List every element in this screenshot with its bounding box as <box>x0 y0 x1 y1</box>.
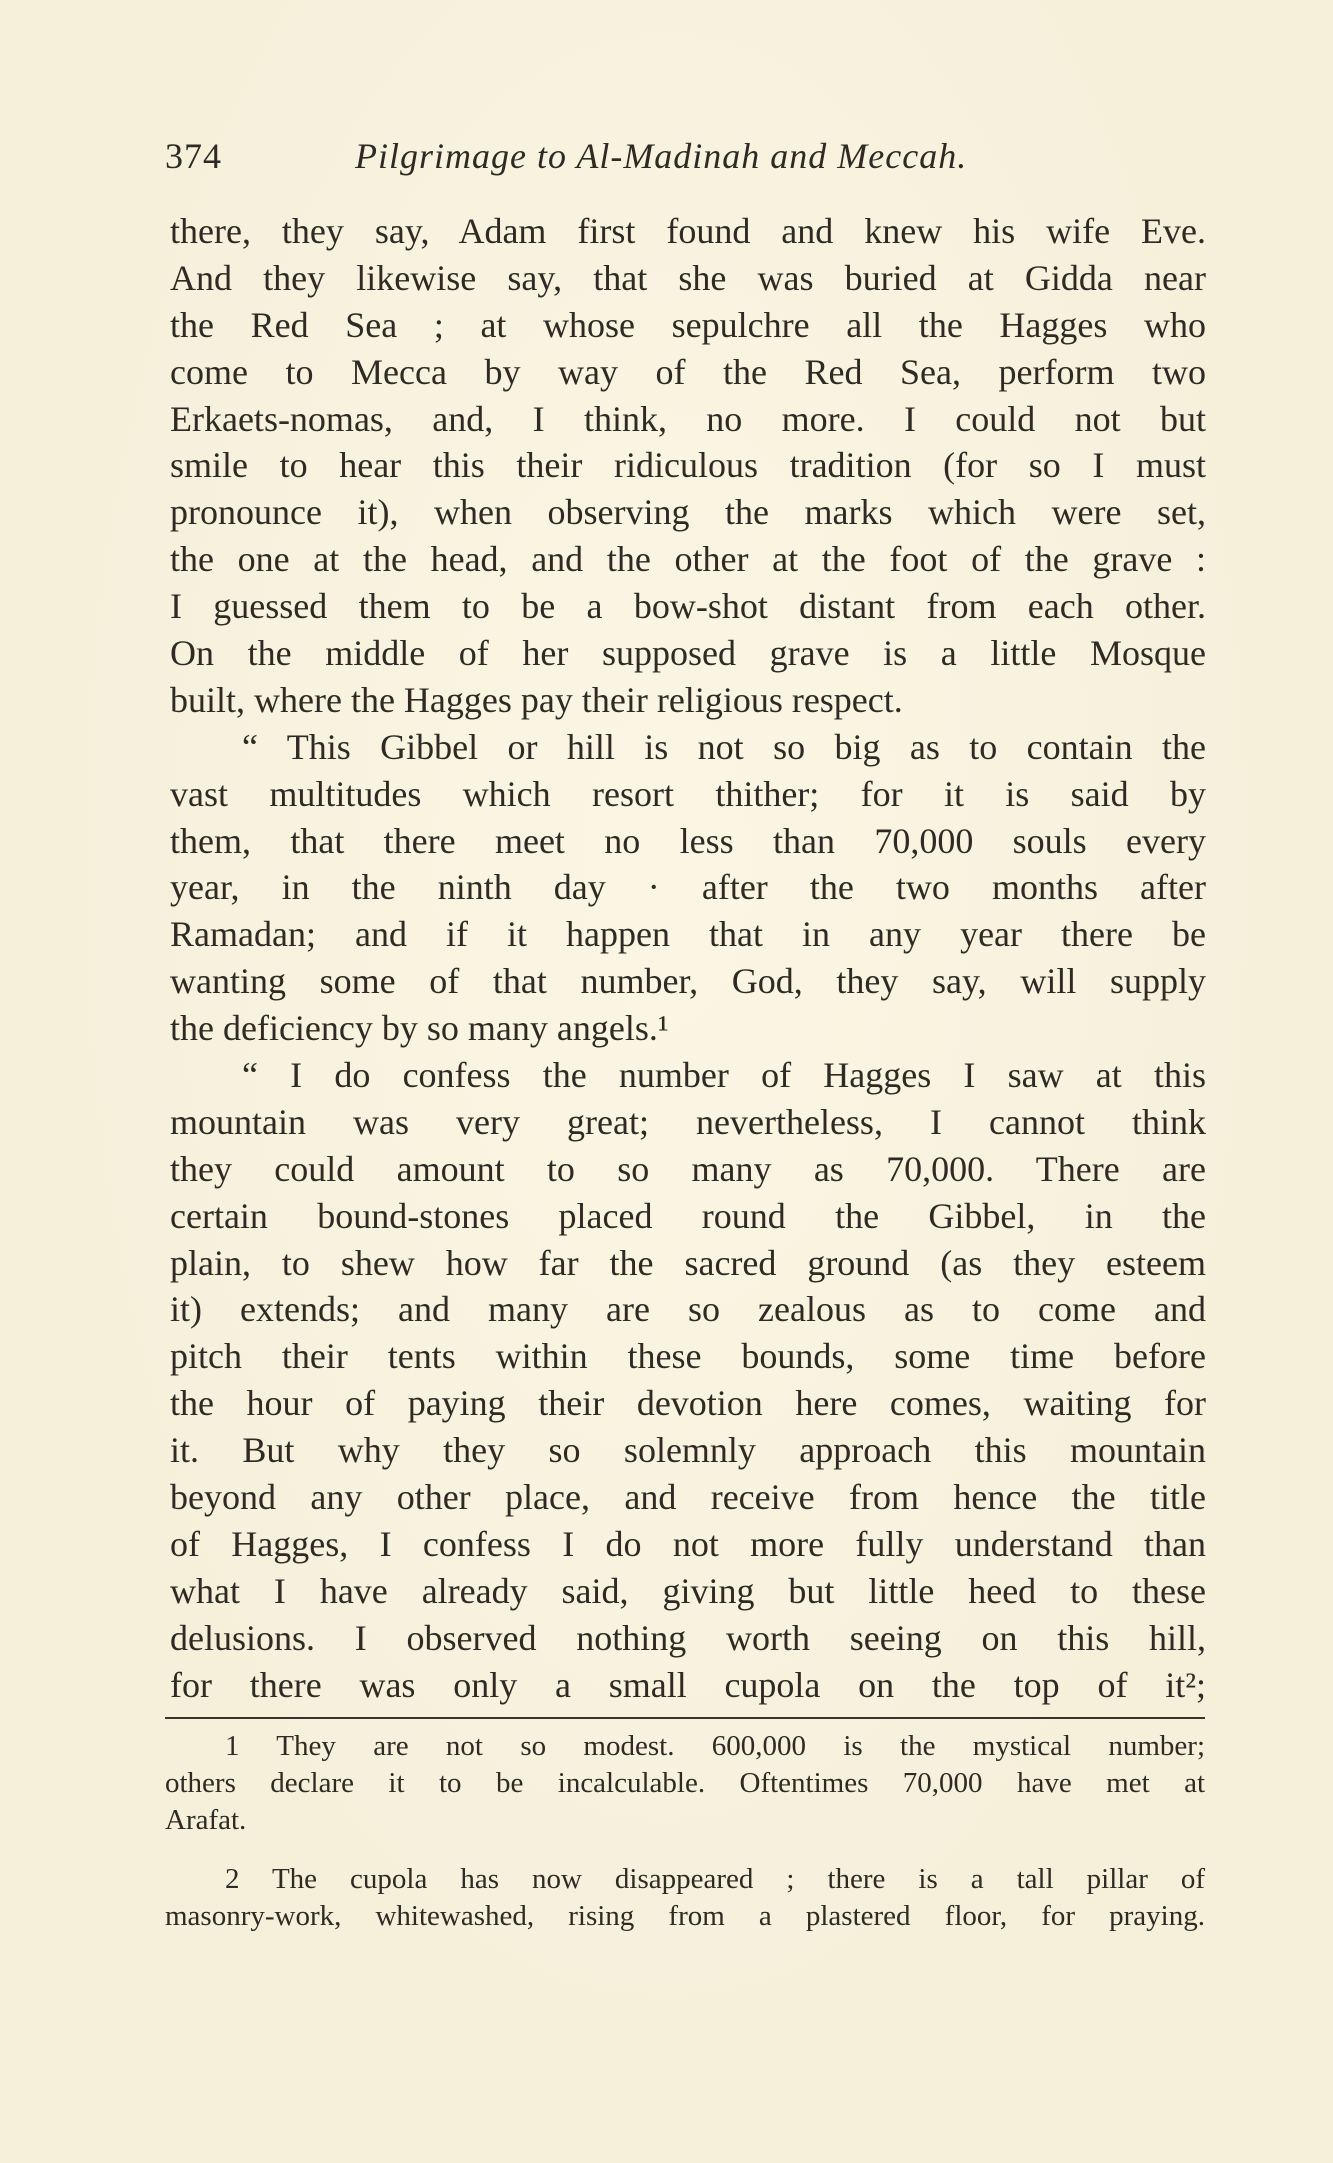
text-line: On the middle of her supposed grave is a little Mosque <box>170 633 1206 674</box>
text-line: I guessed them to be a bow-shot distant from each other. <box>170 586 1206 627</box>
text-line: there, they say, Adam first found and knew his wife Eve. <box>170 211 1206 251</box>
text-line: it) extends; and many are so zealous as to come and <box>170 1289 1206 1330</box>
text-line: pronounce it), when observing the marks which were set, <box>170 492 1206 533</box>
text-line: the one at the head, and the other at the foot of the grave : <box>170 539 1206 580</box>
footnotes <box>165 1728 1205 1935</box>
text-line: beyond any other place, and receive from hence the title <box>170 1477 1206 1518</box>
running-head <box>165 135 1205 185</box>
running-title: Pilgrimage to Al-Madinah and Meccah. <box>355 136 968 176</box>
text-line: the Red Sea ; at whose sepulchre all the Hagges who <box>170 304 1206 345</box>
footnote-1-line: others declare it to be incalculable. Oftentimes 70,000 have met at <box>165 1767 1205 1799</box>
text-line: “ This Gibbel or hill is not so big as to contain the <box>242 726 1206 767</box>
text-line: vast multitudes which resort thither; for it is said by <box>170 773 1206 814</box>
footnote-gap <box>165 1839 1205 1861</box>
text-line: mountain was very great; nevertheless, I cannot think <box>170 1101 1206 1142</box>
footnote-rule <box>165 1717 1205 1719</box>
text-line: them, that there meet no less than 70,000 souls every <box>170 820 1206 861</box>
page-number: 374 <box>165 136 222 176</box>
text-line: the deficiency by so many angels.¹ <box>170 1008 669 1049</box>
footnote-1-line: Arafat. <box>165 1804 247 1836</box>
text-line: of Hagges, I confess I do not more fully understand than <box>170 1523 1206 1564</box>
text-line: they could amount to so many as 70,000. There are <box>170 1148 1206 1189</box>
footnote-2-line: masonry-work, whitewashed, rising from a plastered floor, for praying. <box>165 1900 1205 1932</box>
text-line: it. But why they so solemnly approach this mountain <box>170 1430 1206 1471</box>
text-line: what I have already said, giving but little heed to these <box>170 1570 1206 1611</box>
text-line: pitch their tents within these bounds, some time before <box>170 1336 1206 1377</box>
text-line: wanting some of that number, God, they say, will supply <box>170 961 1206 1002</box>
footnote-2-line: 2 The cupola has now disappeared ; there is a tall pillar of <box>225 1863 1205 1895</box>
text-line: year, in the ninth day · after the two months after <box>170 867 1206 908</box>
text-line: the hour of paying their devotion here comes, waiting for <box>170 1383 1206 1424</box>
text-line: certain bound-stones placed round the Gibbel, in the <box>170 1195 1206 1236</box>
text-line: come to Mecca by way of the Red Sea, perform two <box>170 351 1206 392</box>
text-line: Ramadan; and if it happen that in any year there be <box>170 914 1206 955</box>
text-line: built, where the Hagges pay their religious respect. <box>170 679 903 720</box>
text-line: smile to hear this their ridiculous tradition (for so I must <box>170 445 1206 486</box>
text-line: plain, to shew how far the sacred ground (as they esteem <box>170 1242 1206 1283</box>
text-line: “ I do confess the number of Hagges I saw at this <box>242 1055 1206 1096</box>
body-text <box>170 208 1206 1709</box>
footnote-1-line: 1 They are not so modest. 600,000 is the mystical number; <box>225 1730 1205 1762</box>
text-line: And they likewise say, that she was buried at Gidda near <box>170 257 1206 298</box>
text-line: delusions. I observed nothing worth seeing on this hill, <box>170 1617 1206 1658</box>
text-line: for there was only a small cupola on the top of it²; <box>170 1664 1206 1705</box>
text-line: Erkaets-nomas, and, I think, no more. I could not but <box>170 398 1206 439</box>
